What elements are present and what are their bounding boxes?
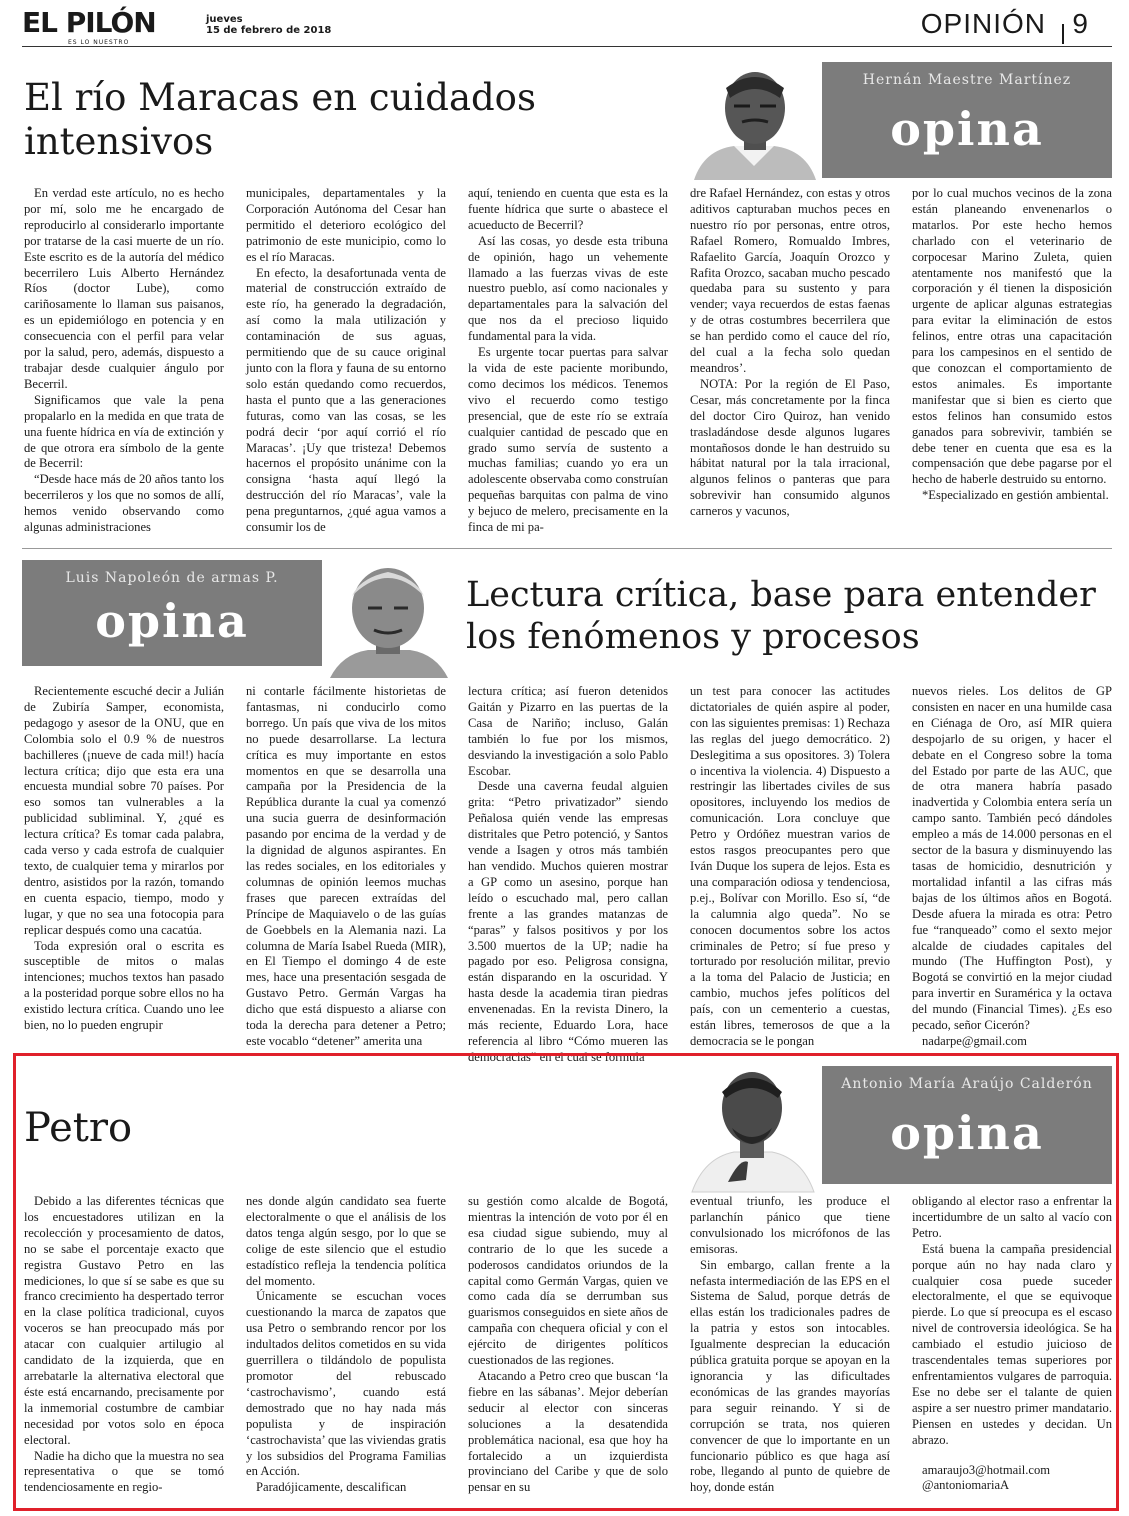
paragraph: Únicamente se escuchan voces cuestionando la marca de zapatos que usa Petro o sembrando rencor por los indultados delitos cometidos en su vida guerrillera o tildándolo de populista promotor del rebuscado ‘castrochavismo’, cuando está demostrado que no hay nada más populista y de inspiración ‘castrochavista’ que las viviendas gratis y los subsidios del Programa Familias en Acción. (246, 1289, 446, 1479)
body-column-2 (246, 1194, 446, 1506)
opina-label: opina (890, 1106, 1044, 1160)
issue-full-date: 15 de febrero de 2018 (206, 25, 332, 36)
paragraph: *Especializado en gestión ambiental. (922, 488, 1109, 503)
article-divider (22, 548, 1112, 549)
opinion-banner (22, 560, 322, 666)
paragraph: Está buena la campaña presidencial porque aún no hay nada claro y cualquier cosa puede suceder electoralmente, el que se equivoque pierde. Lo que sí preocupa es el escaso nivel de controversia ideológica. Se ha cambiado el estudio juicioso de trascendentales temas superiores por enfrentamientos vulgares de parroquia. Ese no debe ser el talante de quien aspire a ser nuestro primer mandatario. Piensen en ustedes y decidan. Un abrazo. (912, 1241, 1112, 1447)
body-column-4 (690, 1194, 890, 1506)
article-body (24, 1194, 1112, 1506)
author-name[interactable]: Luis Napoleón de armas P. (65, 570, 279, 586)
body-column-2 (246, 186, 446, 542)
issue-day: jueves (206, 14, 243, 25)
opina-label: opina (890, 102, 1044, 156)
page-number: 9 (1072, 8, 1088, 39)
section-title: OPINIÓN (920, 8, 1046, 39)
opinion-banner (822, 1066, 1112, 1184)
article-body (24, 684, 1112, 1064)
body-column-5 (912, 684, 1112, 1066)
page-separator (1062, 24, 1064, 44)
body-column-1 (24, 684, 224, 1066)
opina-label: opina (95, 594, 249, 648)
opinion-banner (822, 62, 1112, 178)
paragraph: por lo cual muchos vecinos de la zona están planeando envenenarlos o matarlos. Por este hecho hemos charlado con el veterinario de corpocesar Marino Zuleta, quien atentamente nos manifestó que la corporación y él tienen la disposición urgente de aplicar algunas estrategias para evitar la eliminación de estos felinos, entre otras una capacitación para los campesinos en el sentido de que conozcan el comportamiento de estos animales. Es importante manifestar que si bien es cierto que estos felinos han consumido estos ganados para sobrevivir, también se debe tener en cuenta que esa es la compensación que debe pagarse por el hecho de haberle destruido su entorno. (912, 186, 1112, 487)
body-column-4 (690, 684, 890, 1066)
body-column-1 (24, 186, 224, 542)
paragraph: nes donde algún candidato sea fuerte electoralmente o que el análisis de los datos tenga algún sesgo, por lo que se colige de este silencio que el estudio estadístico refleja la tendencia política del momento. (246, 1194, 446, 1288)
body-column-5 (912, 186, 1112, 542)
paragraph: Paradójicamente, descalifican (256, 1480, 407, 1495)
paragraph: En efecto, la desafortunada venta de material de construcción extraído de este río, ha generado la degradación, así como la mala utilización y contaminación de sus aguas, permitiendo que de su cauce original junto con la flora y fauna de su entorno solo están quedando como recuerdos, hasta el punto que a las generaciones futuras, como van las cosas, se les podrá decir ‘por aquí corrió el río Maracas’. ¡Uy que tristeza! Debemos hacernos el propósito unánime con la consigna ‘hasta aquí llegó la destrucción del río Maracas’, vale la pena preguntarnos, ¿qué agua vamos a consumir los de (246, 265, 446, 535)
paragraph: Nadie ha dicho que la muestra no sea representativa o que se tomó tendenciosamente en regio- (24, 1448, 224, 1495)
article-title[interactable]: Lectura crítica, base para entender los fenómenos y procesos (466, 575, 1096, 657)
paragraph: Recientemente escuché decir a Julián de Zubiría Samper, economista, pedagogo y asesor de la ONU, que en Colombia solo el 0.9 % de nuestros bachilleres (¡nueve de cada mil!) hacía lectura crítica; dijo que esta era una encuesta mundial sobre 70 países. Por eso somos tan vulnerables a la publicidad subliminal. Y, ¿qué es lectura crítica? Es tomar cada palabra, cada verso y cada estrofa de cualquier texto, de cualquier tema y mirarlos por dentro, asistidos por la razón, tomando en cuenta espacio, tiempo, modo y lugar, y que no sea una fotocopia para replicar después como una cacatúa. (24, 684, 224, 937)
author-photo (684, 62, 824, 180)
body-column-2 (246, 684, 446, 1066)
logo-tagline: ES LO NUESTRO (68, 39, 130, 46)
author-email[interactable]: nadarpe@gmail.com (922, 1033, 1027, 1048)
paragraph: Es urgente tocar puertas para salvar la vida de este paciente moribundo, como decimos los médicos. Tenemos vivo el recuerdo como testigo presencial, que de este río se extraía cualquier cantidad de pescado que en grado sumo servía de sustento a muchas familias; cuando yo era un adolescente observaba como construían pequeñas barquitas con palma de vino y bejuco de melero, precisamente en la finca de mi pa- (468, 345, 668, 535)
paragraph: Desde una caverna feudal alguien grita: “Petro privatizador” siendo Peñalosa quién vende las empresas distritales que Petro potenció, y Santos vende a Isagen y otros más también han vendido. Muchos quieren mostrar a GP como un asesino, porque han leído o escuchado mal, pero callan frente a las grandes matanzas de “paras” y falsos positivos y por los 3.500 muertos de la UP; nadie ha pagado por eso. Peligrosa consigna, están disparando en la oscuridad. Y hasta desde la academia tiran piedras envenenadas. En la revista Dinero, la más reciente, Eduardo Lora, hace referencia al libro “Cómo mueren las democracias” en el cual se formula (468, 779, 668, 1064)
paragraph: dre Rafael Hernández, con estas y otros aditivos capturaban muchos peces en nuestro río por personas, entre otros, Rafael Romero, Romualdo Imbres, Rafaelito García, Joaquín Orozco y Rafita Orozco, sacaban mucho pescado quedaba para su sustento y para vender; vaya recuerdos de estas faenas y de otras costumbres becerrilera que se han perdido como el cauce del río, del cual a la fecha solo quedan meandros’. (690, 186, 890, 375)
paragraph: “Desde hace más de 20 años tanto los becerrileros y los que no somos de allí, hemos venido observando como algunas administraciones (24, 472, 224, 535)
paragraph: su gestión como alcalde de Bogotá, mientras la intención de voto por él en esa ciudad sigue subiendo, muy al contrario de lo que les sucede a poderosos candidatos oriundos de la capital como Germán Vargas, quien ve como cada día se derrumban sus guarismos conseguidos en siete años de campaña con chequera oficial y con el ejército de dirigentes políticos cuestionados de las regiones. (468, 1194, 668, 1368)
paragraph: Debido a las diferentes técnicas que los encuestadores utilizan en la recolección y procesamiento de datos, no se sabe el porcentaje exacto que registra Gustavo Petro en las mediciones, lo que sí se sabe es que su franco crecimiento ha despertado terror en la clase política tradicional, cuyos voceros se han preocupado más por atacar con cualquier artilugio al candidato de la izquierda, que en arrebatarle la alternativa electoral que éste está encarnando, precisamente por la inmemorial costumbre de cambiar necesidad por votos solo en época electoral. (24, 1194, 224, 1447)
header-rule (22, 46, 1112, 47)
author-twitter[interactable]: @antoniomariaA (922, 1478, 1010, 1493)
paragraph: eventual triunfo, les produce el parlanchín pánico que tiene convulsionado los micrófonos de las emisoras. (690, 1194, 890, 1256)
paragraph: obligando al elector raso a enfrentar la incertidumbre de un salto al vacío con Petro. (912, 1194, 1112, 1240)
article-title[interactable]: El río Maracas en cuidados intensivos (24, 76, 536, 164)
paragraph: lectura crítica; así fueron detenidos Gaitán y Pizarro en las puertas de la Casa de Nariño; incluso, Galán también lo fue por los mismos, desviando la investigación a solo Pablo Escobar. (468, 684, 668, 778)
paragraph: un test para conocer las actitudes dictatoriales de quién aspire al poder, con las siguientes premisas: 1) Rechaza las reglas del juego democrático. 2) Deslegitima a sus opositores. 3) Tolera o incentiva la violencia. 4) Dispuesto a restringir las libertades civiles de sus opositores, incluyendo los medios de comunicación. Lora concluye que Petro y Ordóñez muestran varios de estos rasgos preocupantes pero que Iván Duque los supera de lejos. Esta es una comparación odiosa y tendenciosa, p.ej., Bolívar con Morillo. Eso sí, “de la calumnia algo queda”. No se conocen documentos sobre los actos criminales de Petro; sí fue preso y torturado por resolución militar, previo a la toma del Palacio de Justicia; en cambio, muchos jefes políticos del país, con un cementerio a cuestas, están libres, temerosos de que a la democracia se le pongan (690, 684, 890, 1048)
paragraph: Toda expresión oral o escrita es susceptible de mitos o malas intenciones; muchos textos han pasado a la posteridad porque sobre ellos no ha existido lectura crítica. Cuando uno lee bien, no lo pueden engrupir (24, 938, 224, 1033)
author-photo (688, 1062, 818, 1192)
article-body (24, 186, 1112, 542)
paragraph: Sin embargo, callan frente a la nefasta intermediación de las EPS en el Sistema de Salud, porque detrás de ellas están los tradicionales padres de la patria y estos son intocables. Igualmente desprecian la educación pública gratuita porque se apoyan en la ignorancia y las dificultades económicas de las grandes mayorías para seguir reinando. Y si de corrupción se trata, nos quieren convencer de que lo importante en un funcionario público es que haga así robe, llegando al punto de quiebre de hoy, donde están (690, 1257, 890, 1495)
author-name[interactable]: Hernán Maestre Martínez (862, 72, 1072, 88)
body-column-4 (690, 186, 890, 542)
author-email[interactable]: amaraujo3@hotmail.com (922, 1462, 1051, 1477)
paragraph: aquí, teniendo en cuenta que esta es la fuente hídrica que surte o abastece el acueducto de Becerril? (468, 186, 668, 232)
paragraph: ni contarle fácilmente historietas de fantasmas, ni conducirlo como borrego. Un país que viva de los mitos no puede desarrollarse. La lectura crítica es muy importante en estos momentos en que se desarrolla una campaña por la Presidencia de la República durante la cual ya comenzó una sucia guerra de desinformación pasando por encima de la verdad y de la dignidad de algunos aspirantes. En las redes sociales, en los editoriales y columnas de opinión leemos muchas frases que parecen extraídas del Príncipe de Maquiavelo o de las guías de Goebbels en la Alemania nazi. La columna de María Isabel Rueda (MIR), en El Tiempo el domingo 4 de este mes, hace una presentación sesgada de Gustavo Petro. Germán Vargas ha dicho que está dispuesto a aliarse con toda la derecha para detener a Petro; este vocablo “detener” amerita una (246, 684, 446, 1048)
paragraph: nuevos rieles. Los delitos de GP consisten en nacer en una humilde casa en Ciénaga de Oro, así MIR quiera despojarlo de su origen, y hacer el debate en el Congreso sobre la toma del Estado por parte de las AUC, que de otra manera habría pasado inadvertida y Colombia entera sería un campo santo. También pecó dándoles empleo a más de 14.000 personas en el sector de la basura y disminuyendo las tasas de homicidio, desnutrición y mortalidad infantil a las cifras más bajas de los últimos años en Bogotá. Desde afuera la mirada es otra: Petro fue “ranqueado” como el sexto mejor alcalde de ciudades capitales del mundo (The Huffington Post), y Bogotá se convirtió en la mejor ciudad para invertir en Suramérica y la octava del mundo (Financial Times). ¿Es eso pecado, señor Cicerón? (912, 684, 1112, 1033)
paragraph: Significamos que vale la pena propalarlo en la medida en que trata de una fuente hídrica en vía de extinción y de que otrora era símbolo de la gente de Becerril: (24, 392, 224, 471)
body-column-3 (468, 186, 668, 542)
body-column-3 (468, 684, 668, 1066)
paragraph: Atacando a Petro creo que buscan ‘la fiebre en las sábanas’. Mejor deberían seducir al elector con sinceras soluciones a la desatendida problemática nacional, esa que hoy ha fortalecido a un izquierdista provinciano del Caribe y que de solo pensar en su (468, 1368, 668, 1495)
issue-date (206, 14, 331, 36)
author-name[interactable]: Antonio María Araújo Calderón (841, 1076, 1093, 1092)
paragraph: municipales, departamentales y la Corporación Autónoma del Cesar han permitido el deterioro ecológico del patrimonio de este municipio, como lo es el río Maracas. (246, 186, 446, 264)
body-column-1 (24, 1194, 224, 1506)
article-title[interactable]: Petro (24, 1105, 133, 1151)
author-photo (324, 556, 452, 678)
paragraph: En verdad este artículo, no es hecho por mí, solo me he encargado de reproducirlo al considerarlo importante por tratarse de la casi muerte de un río. Este escrito es de la autoría del médico becerrilero Luis Alberto Hernández Ríos (doctor Lube), como cariñosamente lo llaman sus paisanos, es un epidemiólogo en potencia y en consecuencia con el perfil para velar por la salud, pero, además, dispuesto a trabajar desde cualquier ángulo por Becerril. (24, 186, 224, 391)
paragraph: NOTA: Por la región de El Paso, Cesar, más concretamente por la finca del doctor Ciro Quiroz, han venido trasladándose desde algunos lugares montañosos donde le han destruido su hábitat natural por la tala irracional, algunos felinos o panteras que para sobrevivir han consumido algunos carneros y vacunos, (690, 376, 890, 519)
paragraph: Así las cosas, yo desde esta tribuna de opinión, hago un vehemente llamado a las fuerzas vivas de este nuestro pueblo, así como nacionales y departamentales para la salvación del que nos da el precioso liquido fundamental para la vida. (468, 233, 668, 344)
body-column-5 (912, 1194, 1112, 1506)
body-column-3 (468, 1194, 668, 1506)
newspaper-logo[interactable]: EL PILÓN (22, 6, 156, 39)
masthead (22, 6, 1112, 46)
